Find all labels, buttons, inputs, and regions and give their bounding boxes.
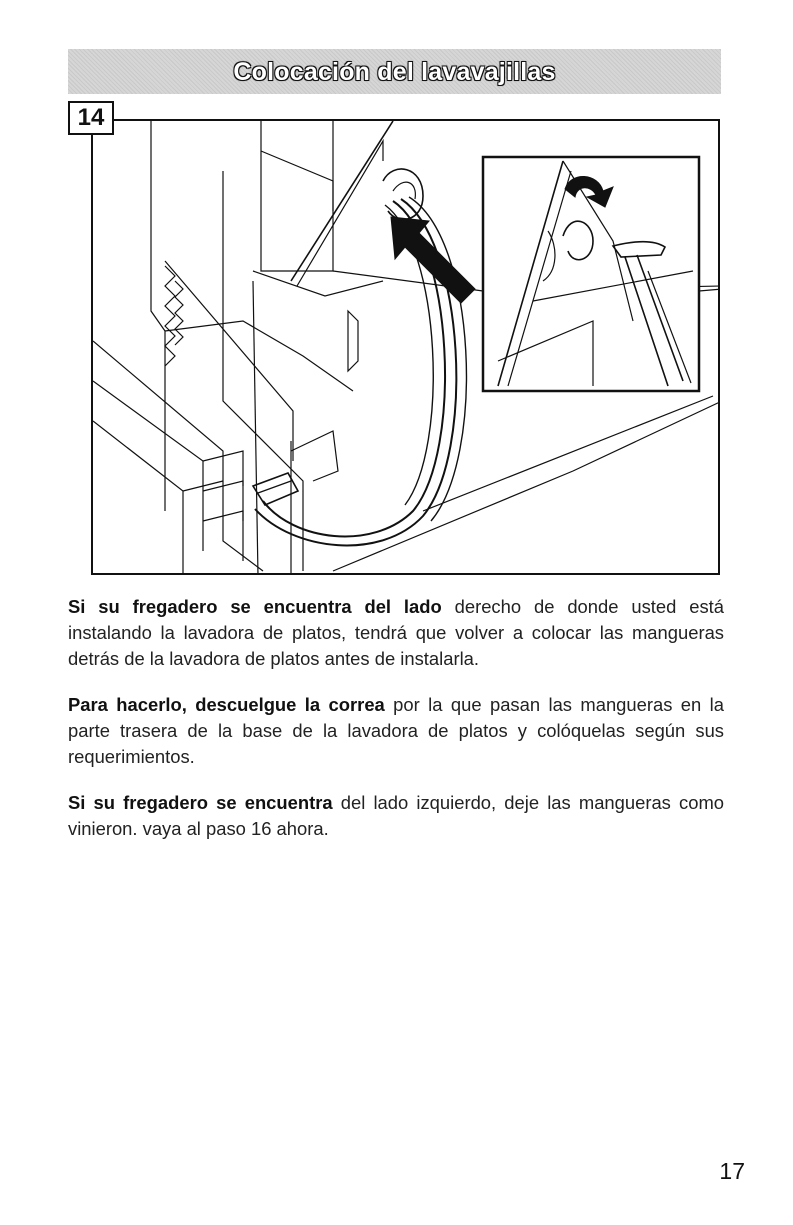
- paragraph-left-side: [68, 790, 724, 842]
- page-number: 17: [719, 1158, 745, 1184]
- section-title: Colocación del lavavajillas: [233, 58, 556, 86]
- section-header: [68, 49, 721, 94]
- step-number-badge: 14: [68, 101, 114, 135]
- paragraph-body: del lado izquierdo, deje las mangueras como vinieron. vaya al paso 16 ahora.: [68, 792, 724, 839]
- illustration-frame: [91, 119, 720, 575]
- paragraph-lead: Para hacerlo, descuelgue la correa: [68, 694, 385, 715]
- paragraph-lead: Si su fregadero se encuentra del lado: [68, 596, 442, 617]
- dishwasher-hose-illustration: [93, 121, 720, 575]
- paragraph-body: por la que pasan las mangueras en la parte trasera de la base de la lavadora de platos y colóquelas según sus requerimientos.: [68, 694, 724, 767]
- paragraph-unhook-strap: [68, 692, 724, 770]
- paragraph-body: derecho de donde usted está instalando la lavadora de platos, tendrá que volver a colocar las mangueras detrás de la lavadora de platos antes de instalarla.: [68, 596, 724, 669]
- paragraph-lead: Si su fregadero se encuentra: [68, 792, 333, 813]
- paragraph-right-side: [68, 594, 724, 672]
